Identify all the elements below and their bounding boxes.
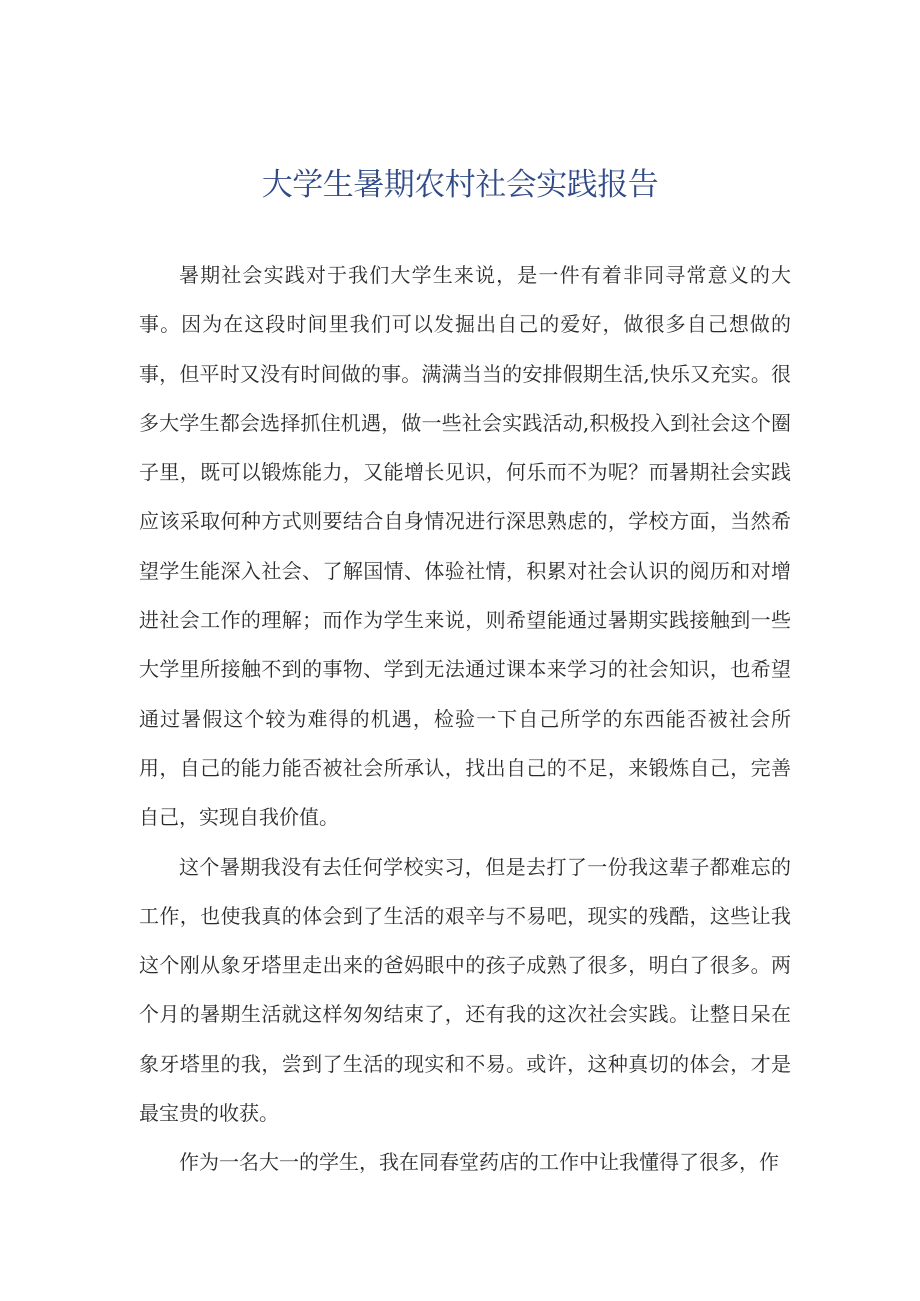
document-title: 大学生暑期农村社会实践报告: [261, 167, 659, 203]
paragraph: 这个暑期我没有去任何学校实习，但是去打了一份我这辈子都难忘的工作，也使我真的体会到了生活的艰辛与不易吧，现实的残酷，这些让我这个刚从象牙塔里走出来的爸妈眼中的孩子成熟了很多，明白了很多。两个月的暑期生活就这样匆匆结束了，还有我的这次社会实践。让整日呆在象牙塔里的我，尝到了生活的现实和不易。或许，这种真切的体会，才是最宝贵的收获。: [139, 854, 791, 1126]
document-body: [139, 251, 791, 1188]
paragraph: 作为一名大一的学生，我在同春堂药店的工作中让我懂得了很多，作: [179, 1150, 779, 1175]
paragraph: 暑期社会实践对于我们大学生来说，是一件有着非同寻常意义的大事。因为在这段时间里我们可以发掘出自己的爱好，做很多自己想做的事，但平时又没有时间做的事。满满当当的安排假期生活,快乐又充实。很多大学生都会选择抓住机遇，做一些社会实践活动,积极投入到社会这个圈子里，既可以锻炼能力，又能增长见识，何乐而不为呢？而暑期社会实践应该采取何种方式则要结合自身情况进行深思熟虑的，学校方面，当然希望学生能深入社会、了解国情、体验社情，积累对社会认识的阅历和对增进社会工作的理解；而作为学生来说，则希望能通过暑期实践接触到一些大学里所接触不到的事物、学到无法通过课本来学习的社会知识，也希望通过暑假这个较为难得的机遇，检验一下自己所学的东西能否被社会所用，自己的能力能否被社会所承认，找出自己的不足，来锻炼自己，完善自己，实现自我价值。: [139, 263, 791, 830]
